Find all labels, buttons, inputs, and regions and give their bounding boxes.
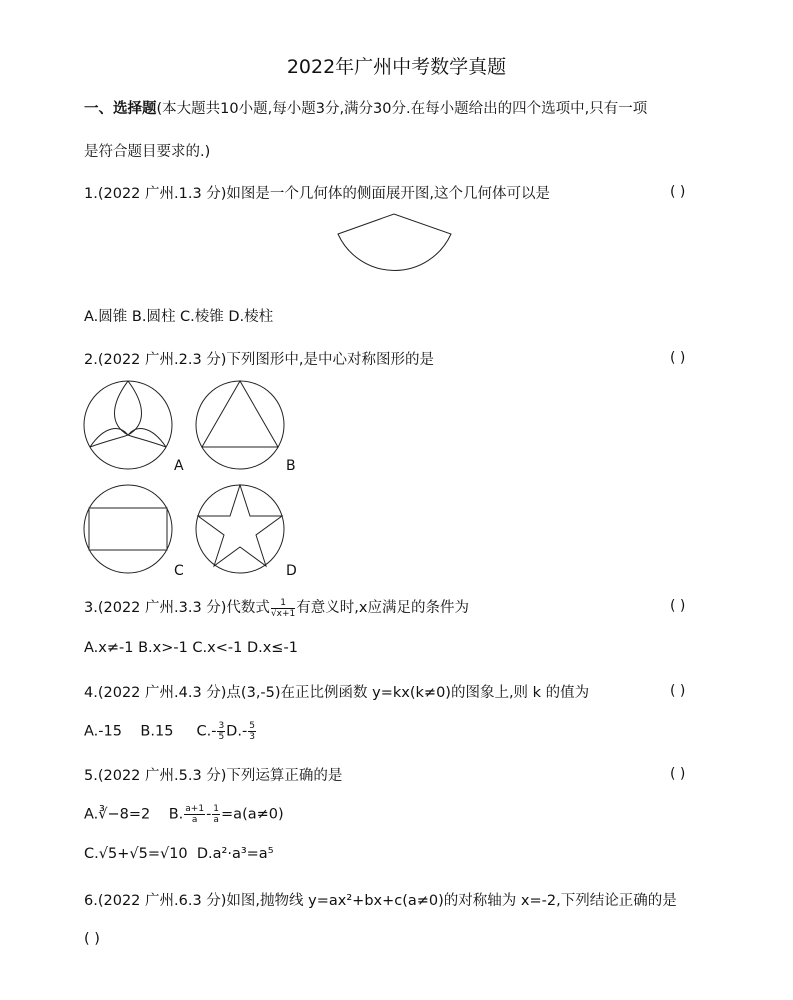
q1-sector-figure bbox=[330, 212, 460, 287]
q4-opt-c-den: 5 bbox=[218, 732, 225, 742]
q5-opt-b-frac2 bbox=[212, 804, 220, 825]
q2-label-d: D bbox=[286, 563, 297, 579]
section-note-line2: 是符合题目要求的.) bbox=[84, 144, 211, 160]
q4-opt-d-frac bbox=[248, 721, 256, 742]
q2-figure-d bbox=[192, 484, 292, 574]
q4-opt-c-num: 3 bbox=[218, 721, 225, 731]
q5-opt-b-den2: a bbox=[213, 815, 219, 825]
q5-opt-b-num1: a+1 bbox=[185, 804, 205, 814]
q5-stem: 5.(2022 广州.5.3 分)下列运算正确的是 bbox=[84, 768, 343, 784]
q5-opt-b-mid: - bbox=[206, 806, 212, 823]
q3-frac-den: √x+1 bbox=[270, 608, 296, 619]
q6-stem: 6.(2022 广州.6.3 分)如图,抛物线 y=ax²+bx+c(a≠0)的对称轴为 x=-2,下列结论正确的是 bbox=[84, 893, 677, 909]
q3-options: A.x≠-1 B.x>-1 C.x<-1 D.x≤-1 bbox=[84, 640, 298, 656]
q3-stem-pre: 3.(2022 广州.3.3 分)代数式 bbox=[84, 600, 270, 616]
q4-stem: 4.(2022 广州.4.3 分)点(3,-5)在正比例函数 y=kx(k≠0)的图象上,则 k 的值为 bbox=[84, 685, 590, 701]
q1-options: A.圆锥 B.圆柱 C.棱锥 D.棱柱 bbox=[84, 309, 274, 325]
q2-figure-b bbox=[192, 380, 292, 470]
q3-fraction bbox=[271, 598, 295, 619]
q2-label-c: C bbox=[174, 563, 184, 579]
q5-opt-d: D.a²·a³=a⁵ bbox=[196, 846, 274, 862]
q2-label-a: A bbox=[174, 458, 184, 474]
q5-opt-b-den1: a bbox=[191, 815, 198, 825]
q2-answer-paren: ( ) bbox=[670, 350, 686, 366]
q3-stem bbox=[84, 596, 469, 619]
q4-opt-d-num: 5 bbox=[249, 721, 255, 731]
q5-opt-b-post: =a(a≠0) bbox=[221, 806, 284, 823]
section-heading-line bbox=[84, 97, 647, 118]
q1-stem: 1.(2022 广州.1.3 分)如图是一个几何体的侧面展开图,这个几何体可以是 bbox=[84, 186, 551, 202]
q4-answer-paren: ( ) bbox=[670, 683, 686, 699]
q4-opt-c-frac bbox=[217, 721, 225, 742]
q4-opt-b: B.15 bbox=[140, 723, 174, 740]
q5-opt-b-frac1 bbox=[184, 804, 205, 825]
q6-answer-paren: ( ) bbox=[84, 931, 100, 947]
q1-answer-paren: ( ) bbox=[670, 184, 686, 200]
q5-opt-a: A.∛−8=2 bbox=[84, 806, 151, 823]
q5-opt-c: C.√5+√5=√10 bbox=[84, 846, 188, 862]
q2-figure-a bbox=[80, 380, 180, 470]
q3-answer-paren: ( ) bbox=[670, 598, 686, 614]
q2-label-b: B bbox=[286, 458, 296, 474]
q4-opt-d-den: 3 bbox=[249, 732, 255, 742]
q2-stem: 2.(2022 广州.2.3 分)下列图形中,是中心对称图形的是 bbox=[84, 352, 435, 368]
q5-answer-paren: ( ) bbox=[670, 766, 686, 782]
q3-stem-post: 有意义时,x应满足的条件为 bbox=[296, 600, 469, 616]
section-note-line1: (本大题共10小题,每小题3分,满分30分.在每小题给出的四个选项中,只有一项 bbox=[156, 101, 648, 117]
q2-figure-c bbox=[80, 484, 180, 574]
q5-options-cd bbox=[84, 846, 274, 862]
q5-options-ab bbox=[84, 804, 284, 825]
q4-options bbox=[84, 721, 257, 742]
q4-opt-c: C.- bbox=[196, 723, 217, 740]
section-heading: 一、选择题 bbox=[84, 101, 157, 117]
page-title: 2022年广州中考数学真题 bbox=[286, 56, 507, 78]
q4-opt-d: D.- bbox=[226, 723, 248, 740]
q5-opt-b-pre: B. bbox=[168, 806, 184, 823]
q3-frac-num: 1 bbox=[271, 598, 295, 609]
q4-opt-a: A.-15 bbox=[84, 723, 122, 740]
q5-opt-b-num2: 1 bbox=[213, 804, 220, 814]
